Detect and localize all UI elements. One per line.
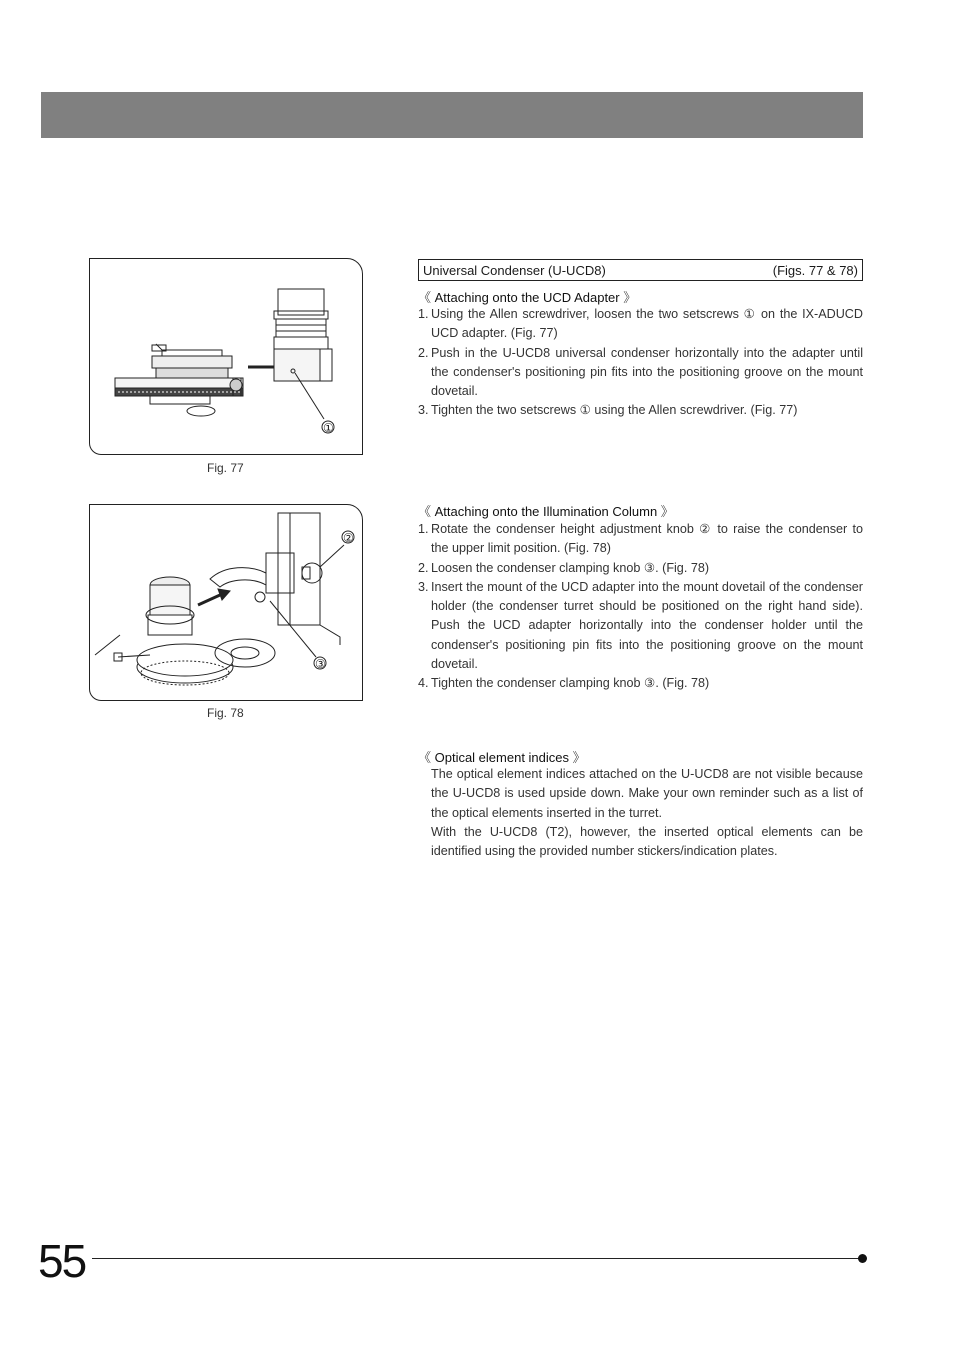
ucd-adapter-heading: 《 Attaching onto the UCD Adapter 》 (418, 290, 637, 305)
optical-indices-paragraph-1: The optical element indices attached on the U-UCD8 are not visible because the U-UCD8 is used upside down. Make your own reminder such as a list of the optical elements inserted in the turret. (431, 767, 863, 820)
optical-indices-paragraph-2: With the U-UCD8 (T2), however, the inserted optical elements can be identified using the provided number stickers/indication plates. (431, 825, 863, 859)
figure-78-caption: Fig. 78 (207, 706, 244, 720)
step-number: 4. (418, 676, 429, 691)
section-title: Universal Condenser (U-UCD8) (423, 262, 606, 278)
figure-77-caption: Fig. 77 (207, 461, 244, 475)
step-number: 3. (418, 579, 429, 594)
step-text: Push in the U-UCD8 universal condenser horizontally into the adapter until the condenser's positioning pin fits into the positioning groove on the mount dovetail. (431, 345, 863, 399)
header-bar (41, 92, 863, 138)
callout-3: ③ (315, 657, 326, 671)
list-item (418, 578, 863, 674)
footer-rule (92, 1258, 862, 1259)
step-text: Tighten the two setscrews ① using the Allen screwdriver. (Fig. 77) (431, 403, 798, 418)
figure-77 (89, 258, 363, 455)
step-number: 3. (418, 403, 429, 418)
list-item (418, 344, 863, 402)
illumination-column-illustration (90, 505, 363, 701)
list-item (418, 559, 863, 578)
step-number: 2. (418, 345, 429, 360)
section-figs-ref: (Figs. 77 & 78) (772, 262, 858, 278)
footer-dot-icon (858, 1254, 867, 1263)
step-text: Tighten the condenser clamping knob ③. (Fig. 78) (431, 676, 710, 691)
optical-indices-heading: 《 Optical element indices 》 (418, 750, 586, 765)
callout-2: ② (343, 531, 354, 545)
illumination-column-steps (418, 520, 863, 694)
list-item (418, 305, 863, 344)
step-text: Loosen the condenser clamping knob ③. (Fig. 78) (431, 560, 710, 575)
illumination-column-heading: 《 Attaching onto the Illumination Column 》 (418, 504, 674, 519)
callout-1: ① (323, 421, 334, 435)
step-text: Using the Allen screwdriver, loosen the two setscrews ① on the IX-ADUCD UCD adapter. (Fig. 77) (431, 307, 863, 341)
list-item (418, 401, 863, 420)
step-number: 2. (418, 560, 429, 575)
step-number: 1. (418, 307, 429, 321)
condenser-adapter-illustration (90, 259, 363, 455)
figure-78 (89, 504, 363, 701)
ucd-adapter-steps (418, 305, 863, 421)
list-item (418, 674, 863, 693)
list-item (418, 520, 863, 559)
page-number: 55 (38, 1235, 86, 1287)
section-title-box (418, 259, 863, 281)
step-text: Insert the mount of the UCD adapter into the mount dovetail of the condenser holder (the condenser turret should be positioned on the right hand side). Push the UCD adapter horizontally into the condenser holder until the condenser's positioning pin fits into the positioning groove on the mount dovetail. (431, 579, 863, 672)
step-number: 1. (418, 522, 429, 536)
step-text: Rotate the condenser height adjustment knob ② to raise the condenser to the upper limit position. (Fig. 78) (431, 522, 863, 556)
